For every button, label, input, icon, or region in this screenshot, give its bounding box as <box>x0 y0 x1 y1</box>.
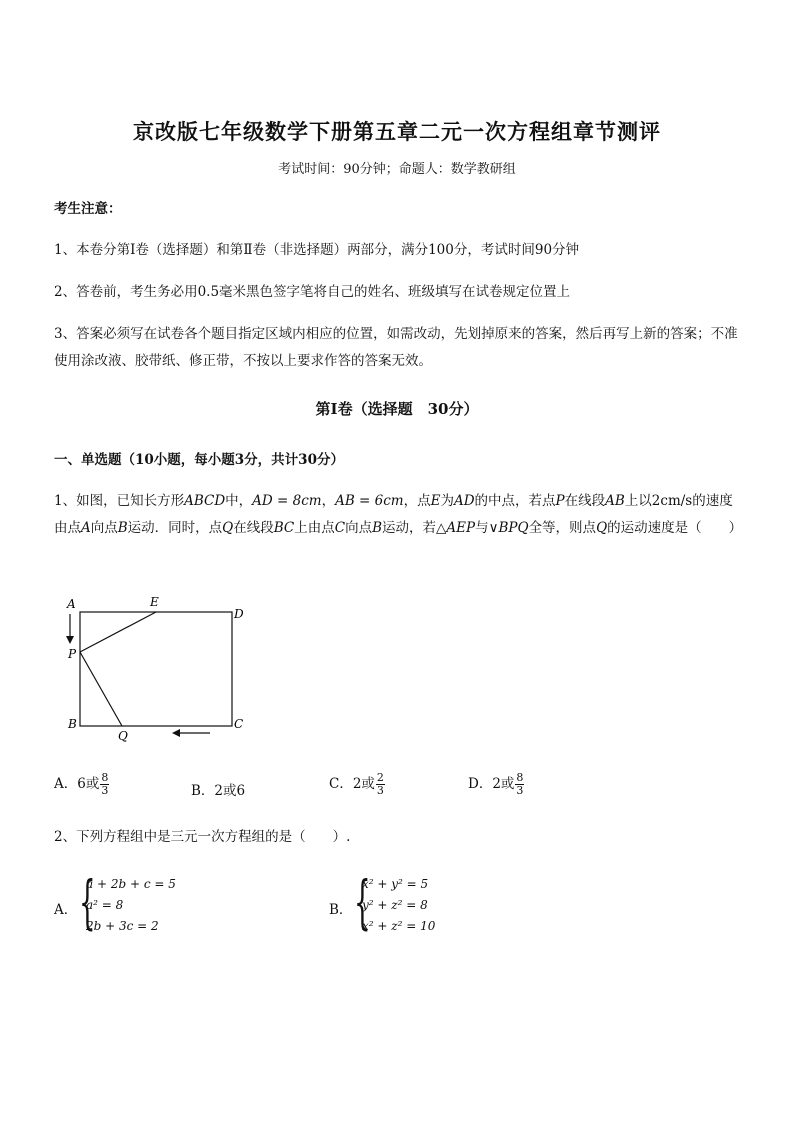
segment-pe <box>80 612 156 652</box>
label-p: P <box>68 647 77 661</box>
brace-icon: { <box>354 868 371 936</box>
rectangle-abcd <box>80 612 232 726</box>
brace-icon: { <box>79 868 96 936</box>
label-c: C <box>234 717 244 731</box>
segment-pq <box>80 652 122 726</box>
notice-item-1: 1、本卷分第Ⅰ卷（选择题）和第Ⅱ卷（非选择题）两部分，满分100分，考试时间90分钟 <box>54 242 580 258</box>
option-1a[interactable]: A．6或 $\frac{8}{3}$ <box>54 771 109 797</box>
arrow-left-head-icon <box>172 729 180 737</box>
option-1c[interactable]: C．2或 $\frac{2}{3}$ <box>329 771 384 797</box>
label-q: Q <box>118 729 128 742</box>
question-1-stem: 1、如图，已知长方形ABCD中，AD = 8cm，AB = 6cm，点E为AD的中点，若点P在线段AB上以2cm/s的速度由点A向点B运动．同时，点Q在线段BC上由点C向点B运动，若△AEP与∨BPQ全等，则点Q的运动速度是（ ） <box>54 493 743 536</box>
question-2-stem: 2、下列方程组中是三元一次方程组的是（ ）. <box>54 829 351 845</box>
option-2a-system[interactable]: a + 2b + c = 5 a² = 8 2b + 3c = 2 <box>86 877 176 933</box>
notice-item-3: 3、答案必须写在试卷各个题目指定区域内相应的位置，如需改动，先划掉原来的答案，然后再写上新的答案；不准使用涂改液、胶带纸、修正带，不按以上要求作答的答案无效。 <box>54 326 738 369</box>
option-2b-system[interactable]: x² + y² = 5 y² + z² = 8 x² + z² = 10 <box>362 877 436 933</box>
arrow-down-head-icon <box>66 636 74 644</box>
option-2b-label[interactable]: B． <box>329 902 353 918</box>
part-heading: 第Ⅰ卷（选择题 30分） <box>315 400 479 418</box>
notice-heading: 考生注意： <box>54 201 122 217</box>
option-1b[interactable]: B．2或6 <box>191 783 246 799</box>
option-2a-label[interactable]: A． <box>54 902 78 918</box>
exam-info: 考试时间：90分钟；命题人：数学教研组 <box>278 162 516 177</box>
notice-item-2: 2、答卷前，考生务必用0.5毫米黑色签字笔将自己的姓名、班级填写在试卷规定位置上 <box>54 284 571 300</box>
label-d: D <box>234 607 244 621</box>
rectangle-figure <box>60 592 260 742</box>
section-heading: 一、单选题（10小题，每小题3分，共计30分） <box>54 452 344 468</box>
label-a: A <box>67 597 76 611</box>
option-1d[interactable]: D．2或 $\frac{8}{3}$ <box>468 771 524 797</box>
page-title: 京改版七年级数学下册第五章二元一次方程组章节测评 <box>133 119 661 144</box>
label-e: E <box>150 595 159 609</box>
label-b: B <box>68 717 77 731</box>
